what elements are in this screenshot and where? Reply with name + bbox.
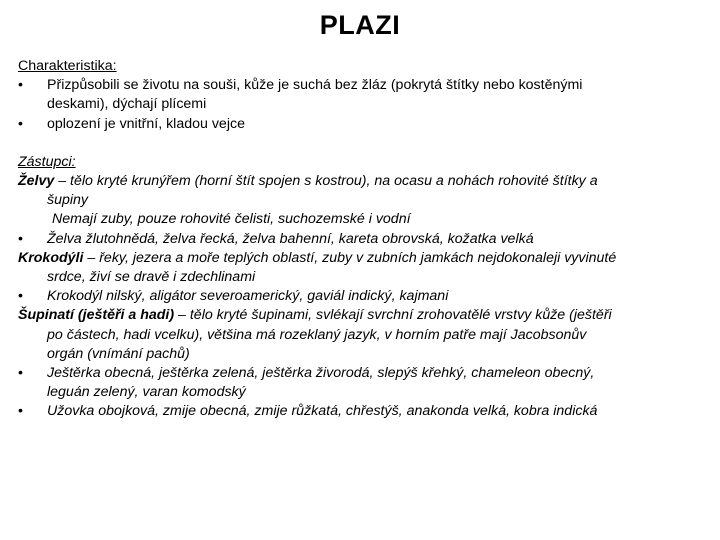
- bullet-marker: •: [18, 288, 23, 305]
- squamates-desc-cont: orgán (vnímání pachů): [47, 345, 190, 362]
- bullet-marker: •: [18, 365, 23, 382]
- bullet-text: Přizpůsobili se životu na souši, kůže je suchá bez žláz (pokrytá štítky nebo kostěnými: [47, 77, 583, 94]
- turtles-desc: – tělo kryté krunýřem (horní štít spojen s kostrou), na ocasu a nohách rohovité štítky a: [54, 173, 598, 190]
- bullet-text: leguán zelený, varan komodský: [47, 384, 246, 401]
- crocodiles-examples: [18, 287, 708, 306]
- squamates-desc: – tělo kryté šupinami, svlékají svrchní zrohovatělé vrstvy kůže (ještěři: [174, 307, 612, 324]
- squamates-section: [18, 306, 708, 421]
- turtles-section: [18, 172, 708, 249]
- crocodiles-section: [18, 249, 708, 307]
- characteristics-heading: Charakteristika:: [18, 58, 117, 74]
- turtles-desc-cont: šupiny: [47, 192, 89, 209]
- bullet-text: Krokodýl nilský, aligátor severoamerický, gaviál indický, kajmani: [47, 288, 449, 305]
- page-title: PLAZI: [319, 10, 401, 40]
- characteristics-bullet-1: [18, 76, 708, 114]
- bullet-marker: •: [18, 77, 23, 94]
- bullet-marker: •: [18, 403, 23, 420]
- representatives-heading: Zástupci:: [18, 153, 76, 170]
- lizards-examples: [18, 364, 708, 402]
- bullet-text: Užovka obojková, zmije obecná, zmije růžkatá, chřestýš, anakonda velká, kobra indická: [47, 403, 598, 420]
- squamates-desc-cont: po částech, hadi vcelku), většina má rozeklaný jazyk, v horním patře mají Jacobsonův: [47, 326, 587, 343]
- crocodiles-name: Krokodýli: [18, 249, 84, 266]
- turtles-note: Nemají zuby, pouze rohovité čelisti, suchozemské i vodní: [52, 211, 411, 228]
- document-body: [18, 57, 708, 422]
- bullet-text: Ještěrka obecná, ještěrka zelená, ještěrka živorodá, slepýš křehký, chameleon obecný,: [47, 365, 595, 382]
- turtles-name: Želvy: [18, 173, 55, 190]
- bullet-marker: •: [18, 230, 23, 247]
- squamates-name: Šupinatí (ještěři a hadi): [18, 307, 175, 324]
- crocodiles-desc-cont: srdce, živí se dravě i zdechlinami: [47, 269, 256, 286]
- bullet-text: deskami), dýchají plícemi: [47, 96, 207, 113]
- bullet-text: oplození je vnitřní, kladou vejce: [47, 115, 245, 132]
- snakes-examples: [18, 402, 708, 421]
- characteristics-bullet-2: [18, 115, 708, 134]
- turtles-examples: [18, 230, 708, 249]
- bullet-marker: •: [18, 115, 23, 132]
- bullet-text: Želva žlutohnědá, želva řecká, želva bahenní, kareta obrovská, kožatka velká: [47, 230, 534, 247]
- crocodiles-desc: – řeky, jezera a moře teplých oblastí, zuby v zubních jamkách nejdokonaleji vyvinuté: [83, 249, 617, 266]
